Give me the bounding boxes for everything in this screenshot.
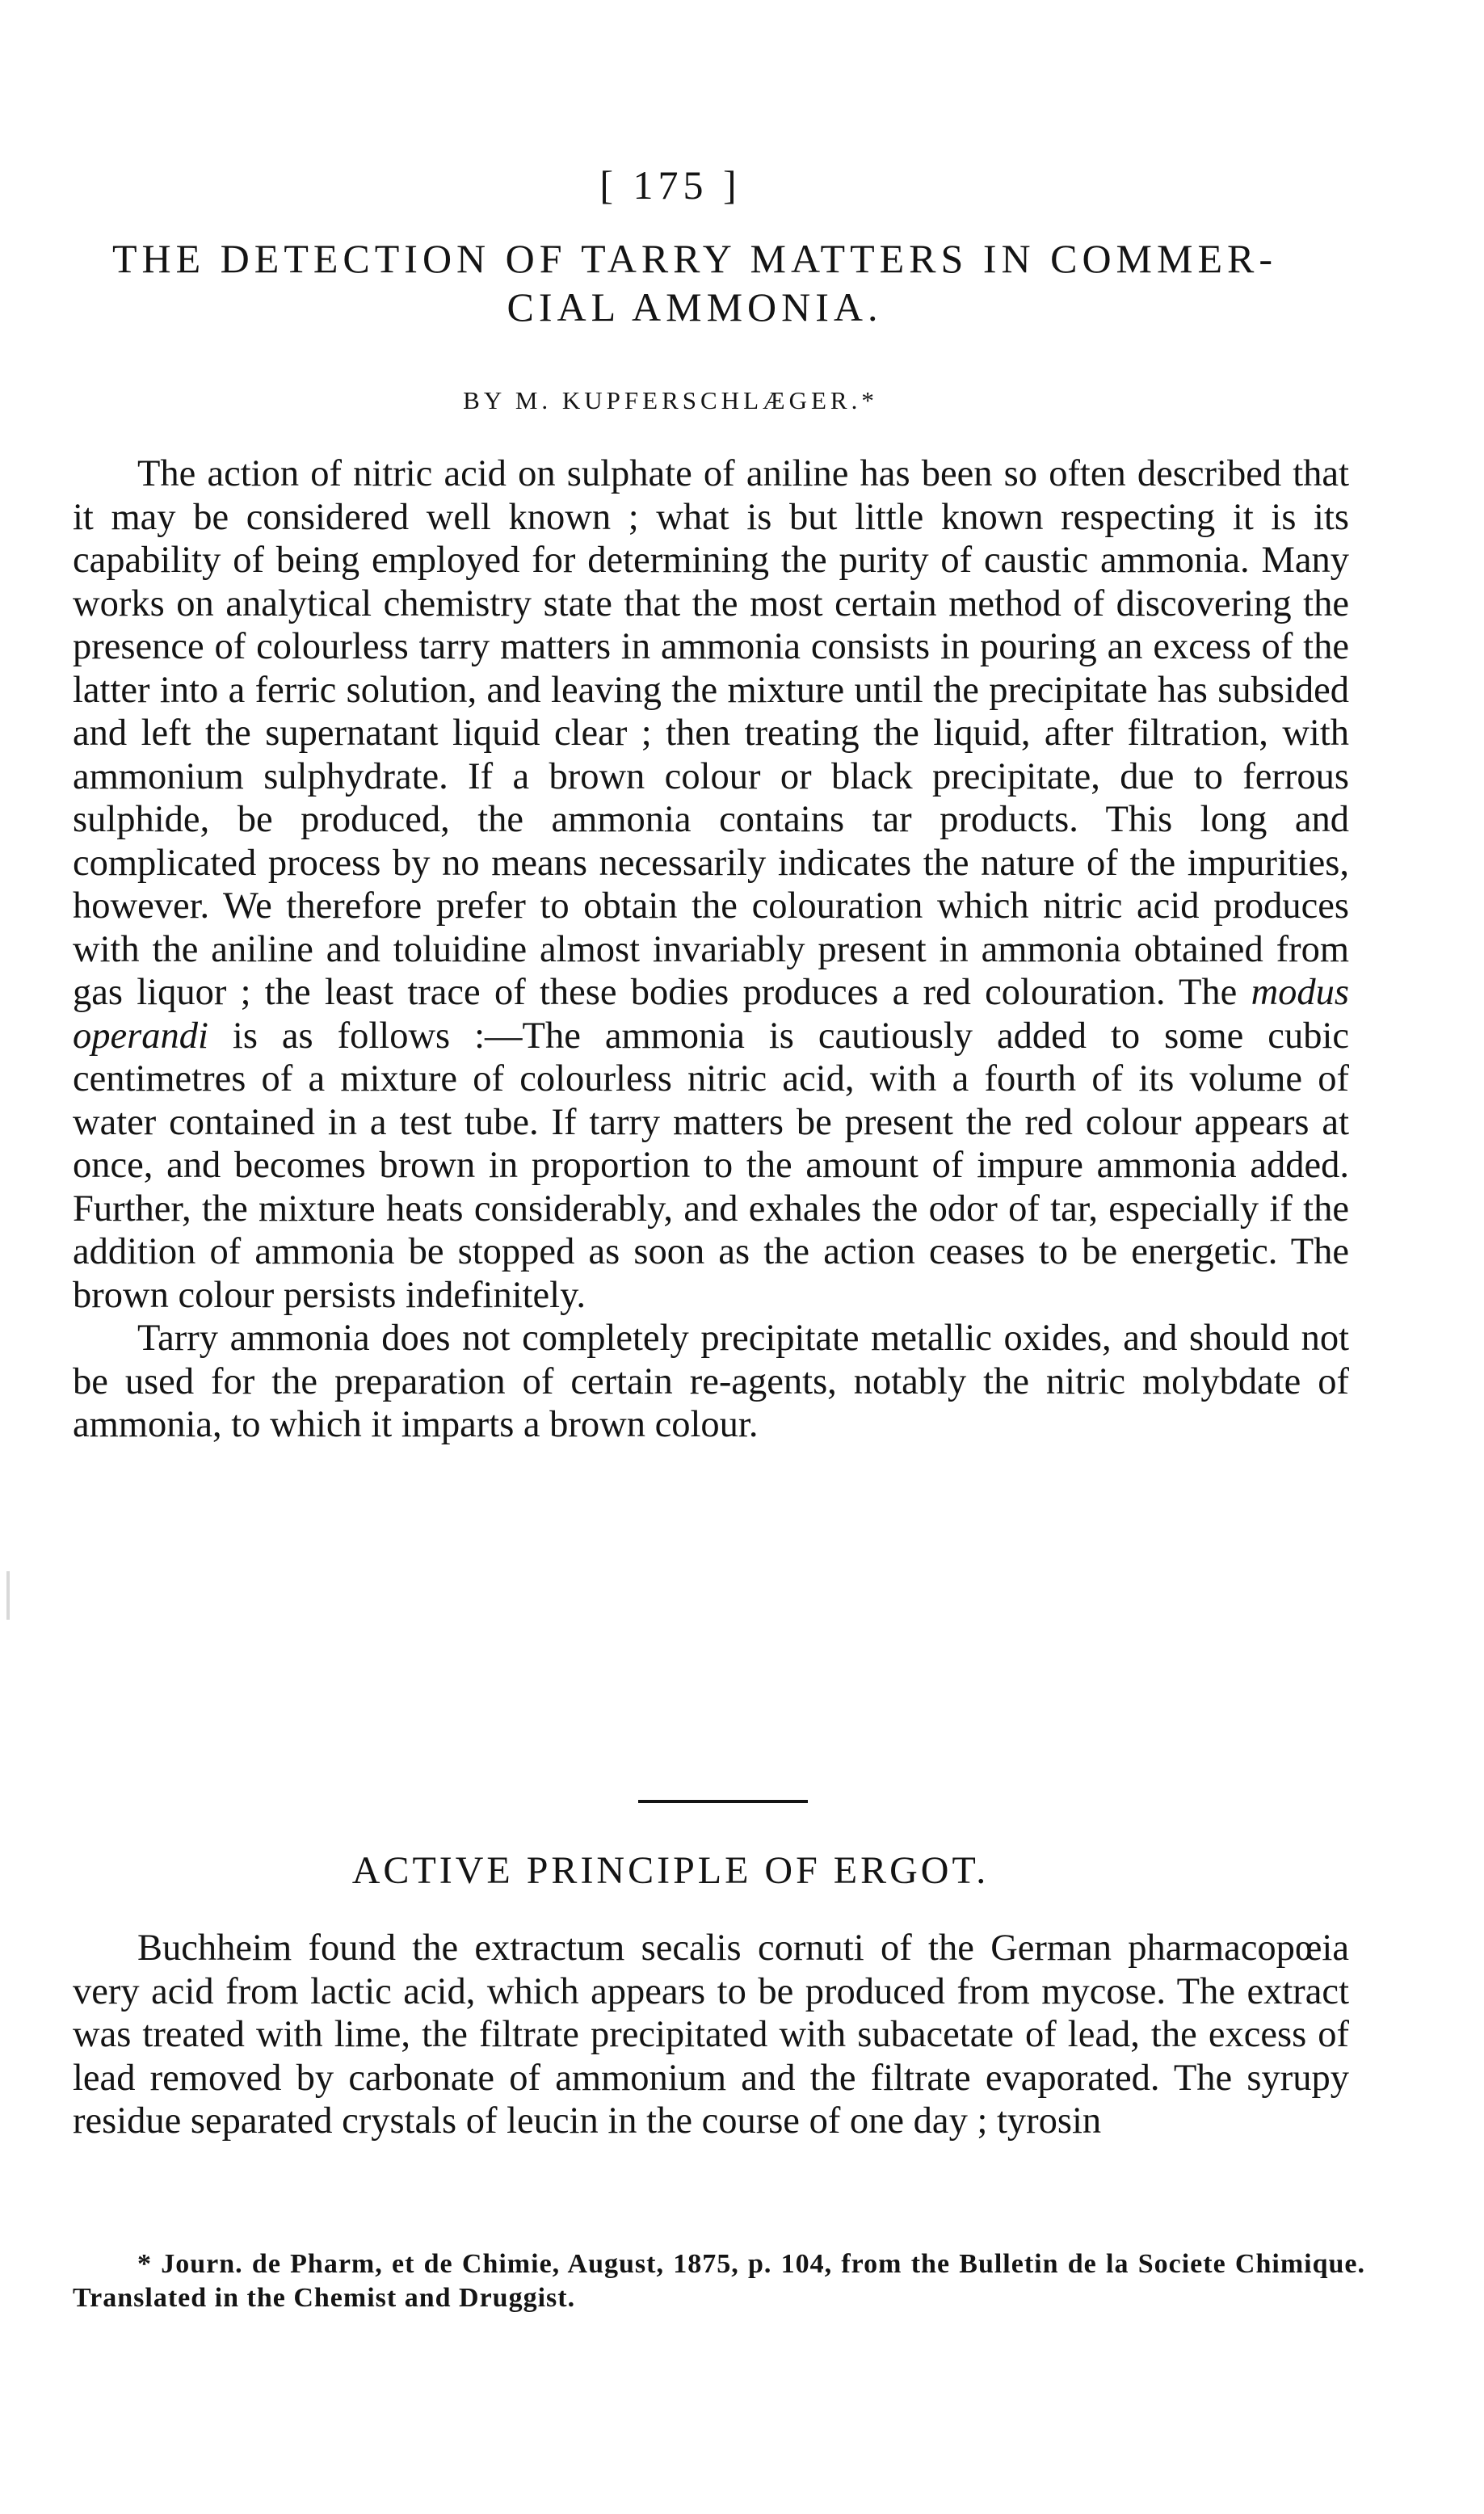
paragraph-text: is as follows :—The ammonia is cautiously added to some cubic centimetres of a mixture of colourless nitric acid, with a fourth of its volume of water contained in a test tube. If tarry matters be present the red colour appears at once, and becomes brown in proportion to the amount of impure ammonia added. Further, the mixture heats considerably, and exhales the odor of tar, especially if the addition of ammonia be stopped as soon as the action ceases to be energetic. The brown colour persists indefinitely.	[73, 1015, 1349, 1316]
section-title: ACTIVE PRINCIPLE OF ERGOT.	[351, 1849, 990, 1892]
scan-artifact	[6, 1571, 10, 1620]
article-title-line-2: CIAL AMMONIA.	[507, 284, 883, 330]
section-divider	[638, 1800, 808, 1803]
footnote-paragraph	[73, 2247, 1365, 2315]
article-body	[73, 452, 1349, 1447]
article-title	[57, 234, 1333, 331]
page-number: [ 175 ]	[599, 162, 742, 208]
footnote	[73, 2247, 1365, 2315]
footnote-marker: *	[137, 2249, 152, 2279]
article-title-line-1: THE DETECTION OF TARRY MATTERS IN COMMER-	[111, 236, 1278, 281]
body-paragraph	[73, 452, 1349, 1317]
body-paragraph: Buchheim found the extractum secalis cornuti of the German pharmacopœia very acid from lactic acid, which appears to be produced from mycose. The extract was treated with lime, the filtrate precipitated with subacetate of lead, the excess of lead removed by carbonate of ammonium and the filtrate evaporated. The syrupy residue separated crystals of leucin in the course of one day ; tyrosin	[73, 1928, 1349, 2142]
footnote-text: Journ. de Pharm, et de Chimie, August, 1875, p. 104, from the Bulletin de la Societe Chimique. Translated in the Chemist and Druggist.	[73, 2249, 1365, 2313]
body-paragraph: Tarry ammonia does not completely precipitate metallic oxides, and should not be used for the preparation of certain re-agents, notably the nitric molybdate of ammonia, to which it imparts a brown colour.	[73, 1318, 1349, 1445]
paragraph-text: The action of nitric acid on sulphate of aniline has been so often described that it may be considered well known ; what is but little known respecting it is its capability of being employed for determining the purity of caustic ammonia. Many works on analytical chemistry state that the most certain method of discovering the presence of colourless tarry matters in ammonia consists in pouring an excess of the latter into a ferric solution, and leaving the mixture until the precipitate has subsided and left the supernatant liquid clear ; then treating the liquid, after filtration, with ammonium sulphydrate. If a brown colour or black precipitate, due to ferrous sulphide, be produced, the ammonia contains tar products. This long and complicated process by no means necessarily indicates the nature of the impurities, however. We therefore prefer to obtain the colouration which nitric acid produces with the aniline and toluidine almost invariably present in ammonia obtained from gas liquor ; the least trace of these bodies produces a red colouration. The	[73, 453, 1349, 1013]
author-byline: BY M. KUPFERSCHLÆGER.*	[463, 386, 878, 414]
latin-phrase: modus operandi	[73, 972, 1349, 1057]
section-body	[73, 1927, 1349, 2143]
